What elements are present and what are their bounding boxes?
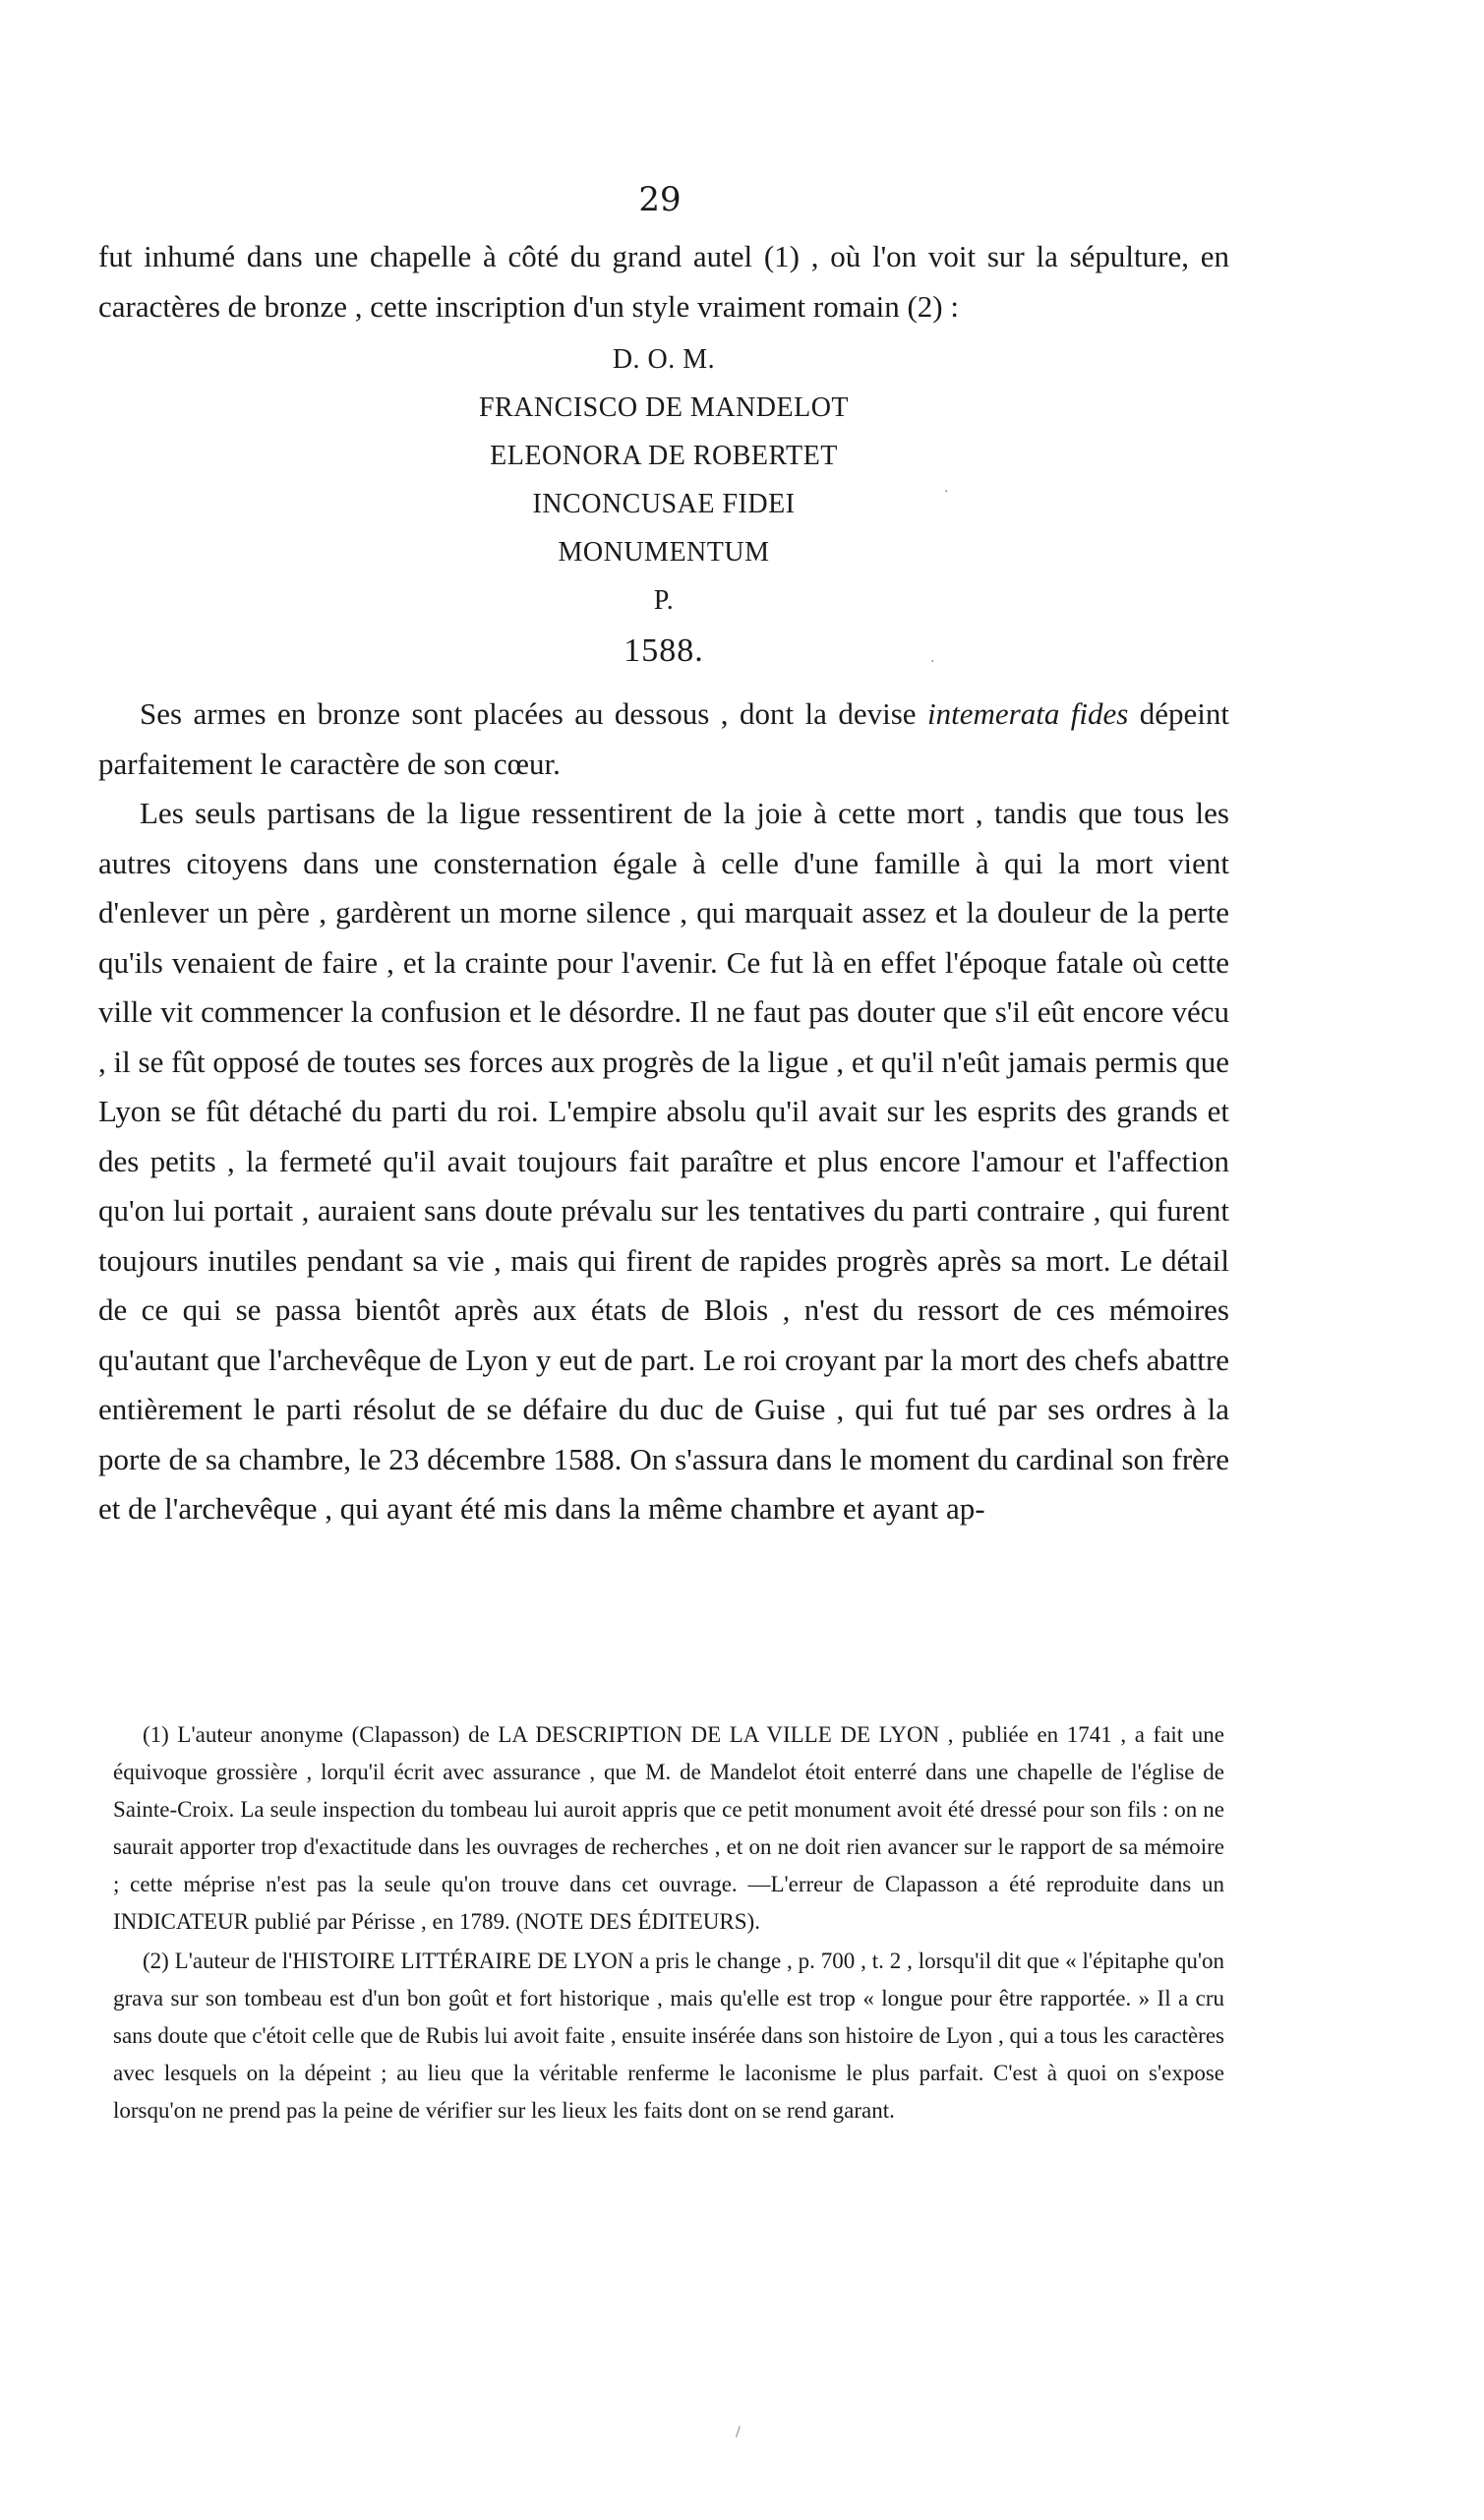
page-number: 29	[638, 180, 682, 219]
paper-speck: /	[736, 2425, 741, 2440]
main-text	[98, 232, 1229, 1534]
paragraph-2-text-a: Ses armes en bronze sont placées au dessous , dont la devise	[140, 696, 928, 731]
paper-speck: ·	[930, 654, 935, 670]
paper-speck: ·	[944, 484, 949, 500]
paragraph-2-text-b: dépeint parfaitement le caractère de son cœur.	[98, 696, 1230, 781]
inscription-line: MONUMENTUM	[558, 537, 770, 568]
paragraph-2	[98, 690, 1229, 789]
footnote-1: (1) L'auteur anonyme (Clapasson) de LA DESCRIPTION DE LA VILLE DE LYON , publiée en 1741 , a fait une équivoque grossière , lorqu'il écrit avec assurance , que M. de Mandelot étoit enterré dans une chapelle de l'église de Sainte-Croix. La seule inspection du tombeau lui auroit appris que ce petit monument avoit été dressé pour son fils : on ne saurait apporter trop d'exactitude dans les ouvrages de recherches , et on ne doit rien avancer sur le rapport de sa mémoire ; cette méprise n'est pas la seule qu'on trouve dans cet ouvrage. —L'erreur de Clapasson a été reproduite dans un INDICATEUR publié par Périsse , en 1789. (NOTE DES ÉDITEURS).	[113, 1722, 1224, 1934]
inscription-line: P.	[653, 585, 675, 616]
inscription-line: ELEONORA DE ROBERTET	[490, 441, 838, 471]
footnotes	[113, 1716, 1224, 2131]
paragraph-1: fut inhumé dans une chapelle à côté du grand autel (1) , où l'on voit sur la sépulture, en caractères de bronze , cette inscription d'un style vraiment romain (2) :	[98, 239, 1229, 324]
tomb-inscription	[98, 335, 1229, 678]
inscription-line: FRANCISCO DE MANDELOT	[478, 392, 850, 423]
inscription-line: INCONCUSAE FIDEI	[532, 489, 796, 519]
footnote-2: (2) L'auteur de l'HISTOIRE LITTÉRAIRE DE LYON a pris le change , p. 700 , t. 2 , lorsqu'il dit que « l'épitaphe qu'on grava sur son tombeau est d'un bon goût et fort historique , mais qu'elle est trop « longue pour être rapportée. » Il a cru sans doute que c'étoit celle que de Rubis lui avoit faite , ensuite insérée dans son histoire de Lyon , qui a tous les caractères avec lesquels on la dépeint ; au lieu que la véritable renferme le laconisme le plus parfait. C'est à quoi on s'expose lorsqu'on ne prend pas la peine de vérifier sur les lieux les faits dont on se rend garant.	[113, 1949, 1224, 2123]
inscription-line: D. O. M.	[612, 344, 716, 375]
inscription-year: 1588.	[623, 632, 704, 669]
paragraph-3: Les seuls partisans de la ligue ressentirent de la joie à cette mort , tandis que tous les autres citoyens dans une consternation égale à celle d'une famille à qui la mort vient d'enlever un père , gardèrent un morne silence , qui marquait assez et la douleur de la perte qu'ils venaient de faire , et la crainte pour l'avenir. Ce fut là en effet l'époque fatale où cette ville vit commencer la confusion et le désordre. Il ne faut pas douter que s'il eût encore vécu , il se fût opposé de toutes ses forces aux progrès de la ligue , et qu'il n'eût jamais permis que Lyon se fût détaché du parti du roi. L'empire absolu qu'il avait sur les esprits des grands et des petits , la fermeté qu'il avait toujours fait paraître et plus encore l'amour et l'affection qu'on lui portait , auraient sans doute prévalu sur les tentatives du parti contraire , qui furent toujours inutiles pendant sa vie , mais qui firent de rapides progrès après sa mort. Le détail de ce qui se passa bientôt après aux états de Blois , n'est du ressort de ces mémoires qu'autant que l'archevêque de Lyon y eut de part. Le roi croyant par la mort des chefs abattre entièrement le parti résolut de se défaire du duc de Guise , qui fut tué par ses ordres à la porte de sa chambre, le 23 décembre 1588. On s'assura dans le moment du cardinal son frère et de l'archevêque , qui ayant été mis dans la même chambre et ayant ap-	[98, 796, 1229, 1526]
motto-italic: intemerata fides	[927, 696, 1129, 731]
